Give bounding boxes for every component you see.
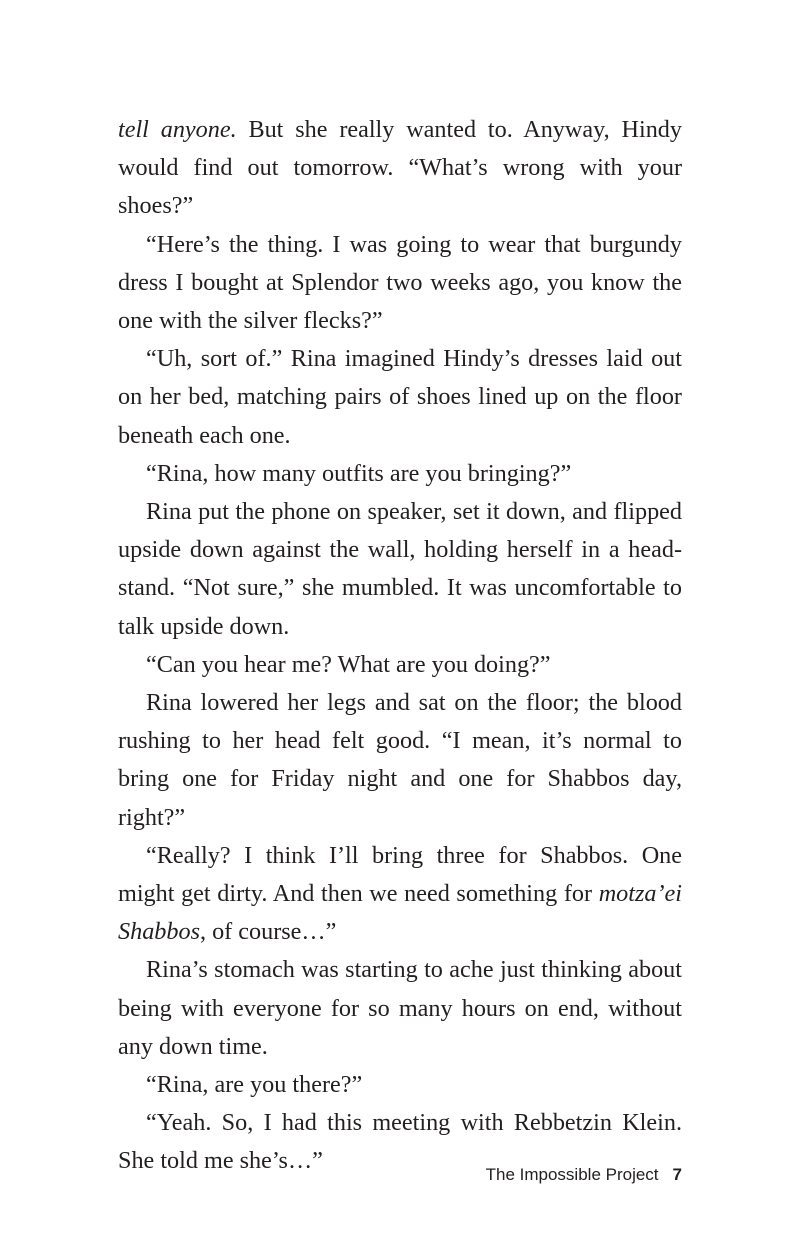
text-run: “Rina, how many outfits are you bringing?” bbox=[146, 459, 572, 487]
running-title: The Impossible Project bbox=[485, 1165, 659, 1184]
text-run: Rina’s stomach was starting to ache just thinking about being with everyone for so many hours on end, without any down time. bbox=[118, 956, 682, 1060]
text-run: “Yeah. So, I had this meeting with Rebbetzin Klein. She told me she’s…” bbox=[118, 1109, 682, 1175]
paragraph bbox=[118, 646, 682, 684]
text-run: “Rina, are you there?” bbox=[146, 1071, 363, 1099]
text-run: “Here’s the thing. I was going to wear that burgundy dress I bought at Splendor two weeks ago, you know the one with the silver flecks?” bbox=[118, 230, 682, 335]
paragraph bbox=[118, 684, 682, 837]
paragraph bbox=[118, 455, 682, 493]
text-run: “Uh, sort of.” Rina imagined Hindy’s dresses laid out on her bed, matching pairs of shoes lined up on the floor beneath each one. bbox=[118, 345, 682, 449]
paragraph bbox=[118, 1066, 682, 1104]
text-run: , of course…” bbox=[199, 918, 337, 946]
paragraph bbox=[118, 340, 682, 455]
body-text bbox=[118, 111, 682, 1181]
text-run: Rina lowered her legs and sat on the floor; the blood rushing to her head felt good. “I mean, it’s normal to bring one for Friday night and one for Shabbos day, right?” bbox=[118, 689, 682, 831]
text-run: Rina put the phone on speaker, set it down, and flipped upside down against the wall, holding herself in a headstand. “Not sure,” she mumbled. It was uncomfortable to talk upside down. bbox=[118, 498, 682, 640]
paragraph bbox=[118, 493, 682, 646]
paragraph bbox=[118, 111, 682, 226]
text-italic: motza’ei Shabbos bbox=[118, 880, 682, 946]
text-run: But she really wanted to. Anyway, Hindy would find out tomorrow. “What’s wrong with your shoes?” bbox=[118, 116, 682, 220]
page-footer bbox=[486, 1163, 682, 1187]
paragraph bbox=[118, 837, 682, 952]
text-run: “Really? I think I’ll bring three for Shabbos. One might get dirty. And then we need something for bbox=[118, 841, 682, 908]
page-number: 7 bbox=[672, 1165, 682, 1184]
paragraph bbox=[118, 226, 682, 341]
paragraph bbox=[118, 951, 682, 1066]
text-italic: tell anyone. bbox=[118, 116, 237, 143]
text-run: “Can you hear me? What are you doing?” bbox=[146, 650, 551, 678]
